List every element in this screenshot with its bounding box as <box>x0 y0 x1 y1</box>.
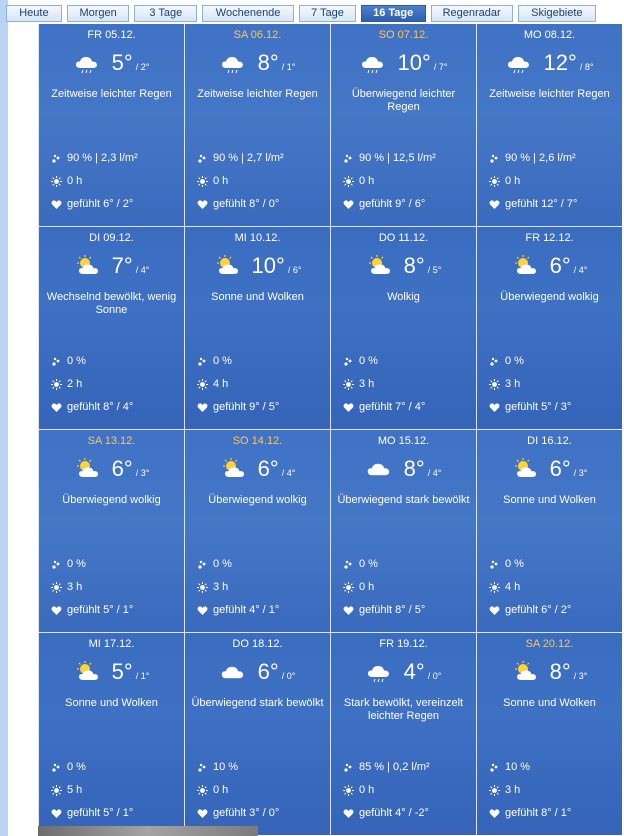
forecast-grid <box>38 24 620 835</box>
precipitation-value: 90 % | 2,7 l/m² <box>213 152 284 164</box>
precipitation-value: 10 % <box>505 761 531 773</box>
max-temperature: 7° <box>111 253 133 278</box>
feels-like-value: gefühlt 12° / 7° <box>505 198 578 210</box>
sun-icon <box>197 785 208 796</box>
sun-cloud-icon <box>214 255 242 277</box>
feels-like-row <box>343 604 425 616</box>
precipitation-row <box>51 761 86 773</box>
precipitation-value: 0 % <box>505 355 524 367</box>
sun-icon <box>343 379 354 390</box>
heart-icon <box>197 808 208 819</box>
sunshine-value: 0 h <box>505 175 521 187</box>
condition-text: Sonne und Wolken <box>65 697 158 709</box>
sun-cloud-icon <box>366 255 394 277</box>
raindrops-icon <box>343 559 354 570</box>
condition-text: Überwiegend leichter Regen <box>351 88 456 113</box>
temperature-row <box>39 659 184 685</box>
sunshine-value: 3 h <box>505 378 521 390</box>
max-temperature: 8° <box>549 659 571 684</box>
sunshine-value: 5 h <box>67 784 83 796</box>
max-temperature: 8° <box>403 456 425 481</box>
feels-like-value: gefühlt 9° / 5° <box>213 401 280 413</box>
sunshine-row <box>197 581 228 593</box>
sunshine-value: 0 h <box>213 175 229 187</box>
raindrops-icon <box>51 559 62 570</box>
precipitation-row <box>197 355 232 367</box>
tab-16-tage[interactable]: 16 Tage <box>361 5 426 22</box>
sun-icon <box>489 379 500 390</box>
min-temperature: / 1° <box>135 671 150 681</box>
day-card[interactable] <box>185 430 330 632</box>
sunshine-row <box>489 175 520 187</box>
sun-icon <box>51 379 62 390</box>
raindrops-icon <box>343 762 354 773</box>
min-temperature: / 2° <box>135 62 150 72</box>
precipitation-row <box>197 761 238 773</box>
sunshine-row <box>343 581 374 593</box>
feels-like-row <box>197 807 279 819</box>
raindrops-icon <box>489 762 500 773</box>
day-date: DI 09.12. <box>89 232 134 244</box>
feels-like-row <box>197 198 279 210</box>
sunshine-row <box>343 378 374 390</box>
day-date: FR 05.12. <box>87 29 136 41</box>
feels-like-row <box>489 604 571 616</box>
temperature-row <box>185 253 330 279</box>
max-temperature: 10° <box>397 50 431 75</box>
sun-cloud-icon <box>512 661 540 683</box>
heart-icon <box>343 605 354 616</box>
max-temperature: 5° <box>111 659 133 684</box>
rain-cloud-icon <box>220 52 248 74</box>
min-temperature: / 6° <box>287 265 302 275</box>
max-temperature: 6° <box>549 253 571 278</box>
heart-icon <box>343 199 354 210</box>
condition-text: Stark bewölkt, vereinzelt leichter Regen <box>343 697 464 722</box>
temperature-row <box>185 50 330 76</box>
min-temperature: / 0° <box>281 671 296 681</box>
tab-3-tage[interactable]: 3 Tage <box>134 5 197 22</box>
sunshine-value: 0 h <box>359 581 375 593</box>
day-card[interactable] <box>185 633 330 835</box>
precipitation-row <box>343 152 436 164</box>
heart-icon <box>343 402 354 413</box>
sun-icon <box>489 176 500 187</box>
feels-like-row <box>51 198 133 210</box>
raindrops-icon <box>197 762 208 773</box>
feels-like-row <box>51 604 133 616</box>
precipitation-row <box>489 558 524 570</box>
feels-like-value: gefühlt 6° / 2° <box>505 604 572 616</box>
sunshine-row <box>489 784 520 796</box>
feels-like-value: gefühlt 5° / 1° <box>67 604 134 616</box>
feels-like-value: gefühlt 9° / 6° <box>359 198 426 210</box>
day-date: SO 14.12. <box>232 435 283 447</box>
min-temperature: / 3° <box>573 671 588 681</box>
tab-wochenende[interactable]: Wochenende <box>202 5 294 22</box>
heart-icon <box>197 199 208 210</box>
precipitation-row <box>343 558 378 570</box>
sunshine-value: 0 h <box>213 784 229 796</box>
sun-icon <box>197 176 208 187</box>
max-temperature: 6° <box>257 456 279 481</box>
temperature-row <box>39 253 184 279</box>
sunshine-row <box>197 175 228 187</box>
day-card[interactable] <box>331 633 476 835</box>
day-date: FR 12.12. <box>525 232 574 244</box>
min-temperature: / 0° <box>427 671 442 681</box>
min-temperature: / 4° <box>573 265 588 275</box>
precipitation-row <box>343 761 430 773</box>
feels-like-row <box>343 198 425 210</box>
condition-text: Überwiegend wolkig <box>208 494 307 506</box>
min-temperature: / 7° <box>433 62 448 72</box>
min-temperature: / 1° <box>281 62 296 72</box>
feels-like-value: gefühlt 3° / 0° <box>213 807 280 819</box>
sunshine-row <box>51 175 82 187</box>
min-temperature: / 8° <box>579 62 594 72</box>
condition-text: Zeitweise leichter Regen <box>489 88 610 100</box>
raindrops-icon <box>51 762 62 773</box>
heart-icon <box>489 402 500 413</box>
raindrops-icon <box>343 153 354 164</box>
sun-cloud-icon <box>74 458 102 480</box>
sunshine-value: 4 h <box>213 378 229 390</box>
precipitation-value: 90 % | 12,5 l/m² <box>359 152 436 164</box>
condition-text: Wolkig <box>387 291 420 303</box>
day-date: MI 17.12. <box>88 638 135 650</box>
feels-like-value: gefühlt 6° / 2° <box>67 198 134 210</box>
condition-text: Sonne und Wolken <box>503 494 596 506</box>
sunshine-value: 3 h <box>213 581 229 593</box>
condition-text: Sonne und Wolken <box>211 291 304 303</box>
tab-skigebiete[interactable]: Skigebiete <box>518 5 596 22</box>
feels-like-row <box>489 807 571 819</box>
forecast-tabs <box>6 5 596 22</box>
precipitation-value: 0 % <box>359 558 378 570</box>
day-date: DO 18.12. <box>232 638 283 650</box>
day-date: MI 10.12. <box>234 232 281 244</box>
feels-like-value: gefühlt 4° / -2° <box>359 807 429 819</box>
min-temperature: / 4° <box>135 265 150 275</box>
rain-cloud-icon <box>360 52 388 74</box>
heart-icon <box>489 808 500 819</box>
sun-cloud-icon <box>74 661 102 683</box>
temperature-row <box>331 253 476 279</box>
condition-text: Überwiegend stark bewölkt <box>337 494 470 506</box>
day-date: SO 07.12. <box>378 29 429 41</box>
sun-icon <box>489 582 500 593</box>
precipitation-value: 10 % <box>213 761 239 773</box>
min-temperature: / 3° <box>573 468 588 478</box>
raindrops-icon <box>489 559 500 570</box>
sunshine-row <box>51 378 82 390</box>
sunshine-value: 0 h <box>67 175 83 187</box>
min-temperature: / 3° <box>135 468 150 478</box>
temperature-row <box>39 50 184 76</box>
feels-like-value: gefühlt 7° / 4° <box>359 401 426 413</box>
feels-like-value: gefühlt 8° / 5° <box>359 604 426 616</box>
day-card[interactable] <box>39 227 184 429</box>
precipitation-row <box>343 355 378 367</box>
feels-like-value: gefühlt 5° / 3° <box>505 401 572 413</box>
sunshine-value: 0 h <box>359 784 375 796</box>
condition-text: Überwiegend wolkig <box>500 291 599 303</box>
sun-cloud-icon <box>74 255 102 277</box>
heart-icon <box>343 808 354 819</box>
max-temperature: 12° <box>543 50 577 75</box>
feels-like-row <box>489 198 577 210</box>
day-date: DI 16.12. <box>527 435 572 447</box>
sunshine-value: 2 h <box>67 378 83 390</box>
tab-morgen[interactable]: Morgen <box>67 5 130 22</box>
cloud-icon <box>220 661 248 683</box>
rain-cloud-icon <box>74 52 102 74</box>
image-strip <box>38 826 258 836</box>
condition-text: Wechselnd bewölkt, wenig Sonne <box>46 291 177 316</box>
temperature-row <box>477 253 622 279</box>
condition-text: Sonne und Wolken <box>503 697 596 709</box>
sun-icon <box>343 785 354 796</box>
condition-text: Überwiegend wolkig <box>62 494 161 506</box>
sun-icon <box>489 785 500 796</box>
precipitation-value: 0 % <box>67 558 86 570</box>
precipitation-value: 0 % <box>213 558 232 570</box>
feels-like-row <box>197 401 279 413</box>
condition-text: Zeitweise leichter Regen <box>197 88 318 100</box>
day-card[interactable] <box>39 430 184 632</box>
day-card[interactable] <box>477 24 622 226</box>
max-temperature: 8° <box>257 50 279 75</box>
sunshine-row <box>197 378 228 390</box>
sunshine-row <box>51 581 82 593</box>
feels-like-value: gefühlt 4° / 1° <box>213 604 280 616</box>
sun-cloud-icon <box>512 458 540 480</box>
feels-like-value: gefühlt 8° / 0° <box>213 198 280 210</box>
raindrops-icon <box>51 356 62 367</box>
sun-icon <box>51 582 62 593</box>
sun-icon <box>197 379 208 390</box>
sunshine-row <box>343 784 374 796</box>
precipitation-row <box>197 558 232 570</box>
heart-icon <box>197 402 208 413</box>
day-date: SA 13.12. <box>87 435 136 447</box>
precipitation-row <box>51 355 86 367</box>
heart-icon <box>51 402 62 413</box>
precipitation-row <box>489 152 576 164</box>
sun-icon <box>51 176 62 187</box>
temperature-row <box>185 456 330 482</box>
min-temperature: / 5° <box>427 265 442 275</box>
day-card[interactable] <box>477 430 622 632</box>
sun-icon <box>197 582 208 593</box>
precipitation-value: 90 % | 2,3 l/m² <box>67 152 138 164</box>
sunshine-value: 3 h <box>67 581 83 593</box>
sun-icon <box>51 785 62 796</box>
day-date: SA 20.12. <box>525 638 574 650</box>
heart-icon <box>51 605 62 616</box>
raindrops-icon <box>51 153 62 164</box>
precipitation-value: 85 % | 0,2 l/m² <box>359 761 430 773</box>
sun-icon <box>343 582 354 593</box>
day-date: DO 11.12. <box>378 232 429 244</box>
sunshine-row <box>489 581 520 593</box>
day-card[interactable] <box>39 633 184 835</box>
feels-like-value: gefühlt 5° / 1° <box>67 807 134 819</box>
temperature-row <box>39 456 184 482</box>
day-date: SA 06.12. <box>233 29 282 41</box>
heart-icon <box>197 605 208 616</box>
feels-like-row <box>343 401 425 413</box>
raindrops-icon <box>489 153 500 164</box>
day-card[interactable] <box>331 430 476 632</box>
temperature-row <box>477 50 622 76</box>
sun-cloud-icon <box>220 458 248 480</box>
heart-icon <box>489 605 500 616</box>
tab-7-tage[interactable]: 7 Tage <box>299 5 356 22</box>
precipitation-value: 0 % <box>67 355 86 367</box>
max-temperature: 10° <box>251 253 285 278</box>
raindrops-icon <box>343 356 354 367</box>
precipitation-value: 90 % | 2,6 l/m² <box>505 152 576 164</box>
sunshine-value: 4 h <box>505 581 521 593</box>
feels-like-row <box>197 604 279 616</box>
feels-like-row <box>343 807 429 819</box>
day-date: MO 15.12. <box>377 435 430 447</box>
condition-text: Zeitweise leichter Regen <box>51 88 172 100</box>
raindrops-icon <box>197 356 208 367</box>
day-card[interactable] <box>477 227 622 429</box>
sunshine-row <box>197 784 228 796</box>
sunshine-row <box>343 175 374 187</box>
feels-like-row <box>489 401 571 413</box>
precipitation-value: 0 % <box>213 355 232 367</box>
raindrops-icon <box>197 153 208 164</box>
sun-cloud-icon <box>512 255 540 277</box>
tab-heute[interactable]: Heute <box>6 5 62 22</box>
max-temperature: 6° <box>111 456 133 481</box>
condition-text: Überwiegend stark bewölkt <box>191 697 324 709</box>
heart-icon <box>51 199 62 210</box>
day-date: MO 08.12. <box>523 29 576 41</box>
day-card[interactable] <box>39 24 184 226</box>
raindrops-icon <box>197 559 208 570</box>
day-card[interactable] <box>477 633 622 835</box>
heart-icon <box>51 808 62 819</box>
tab-regenradar[interactable]: Regenradar <box>431 5 513 22</box>
day-card[interactable] <box>185 227 330 429</box>
feels-like-value: gefühlt 8° / 4° <box>67 401 134 413</box>
max-temperature: 6° <box>549 456 571 481</box>
max-temperature: 4° <box>403 659 425 684</box>
max-temperature: 8° <box>403 253 425 278</box>
feels-like-row <box>51 807 133 819</box>
day-card[interactable] <box>331 227 476 429</box>
heart-icon <box>489 199 500 210</box>
temperature-row <box>477 456 622 482</box>
temperature-row <box>331 456 476 482</box>
cloud-icon <box>366 458 394 480</box>
sunshine-value: 0 h <box>359 175 375 187</box>
precipitation-row <box>489 355 524 367</box>
feels-like-row <box>51 401 133 413</box>
precipitation-row <box>197 152 284 164</box>
rain-cloud-icon <box>366 661 394 683</box>
left-sidebar-strip <box>0 0 8 836</box>
precipitation-value: 0 % <box>67 761 86 773</box>
day-date: FR 19.12. <box>379 638 428 650</box>
raindrops-icon <box>489 356 500 367</box>
day-card[interactable] <box>185 24 330 226</box>
sun-icon <box>343 176 354 187</box>
temperature-row <box>331 50 476 76</box>
precipitation-row <box>51 152 138 164</box>
sunshine-row <box>489 378 520 390</box>
min-temperature: / 4° <box>281 468 296 478</box>
temperature-row <box>185 659 330 685</box>
precipitation-value: 0 % <box>505 558 524 570</box>
rain-cloud-icon <box>506 52 534 74</box>
precipitation-row <box>489 761 530 773</box>
precipitation-row <box>51 558 86 570</box>
max-temperature: 6° <box>257 659 279 684</box>
sunshine-value: 3 h <box>359 378 375 390</box>
day-card[interactable] <box>331 24 476 226</box>
sunshine-value: 3 h <box>505 784 521 796</box>
precipitation-value: 0 % <box>359 355 378 367</box>
max-temperature: 5° <box>111 50 133 75</box>
sunshine-row <box>51 784 82 796</box>
temperature-row <box>477 659 622 685</box>
temperature-row <box>331 659 476 685</box>
feels-like-value: gefühlt 8° / 1° <box>505 807 572 819</box>
min-temperature: / 4° <box>427 468 442 478</box>
